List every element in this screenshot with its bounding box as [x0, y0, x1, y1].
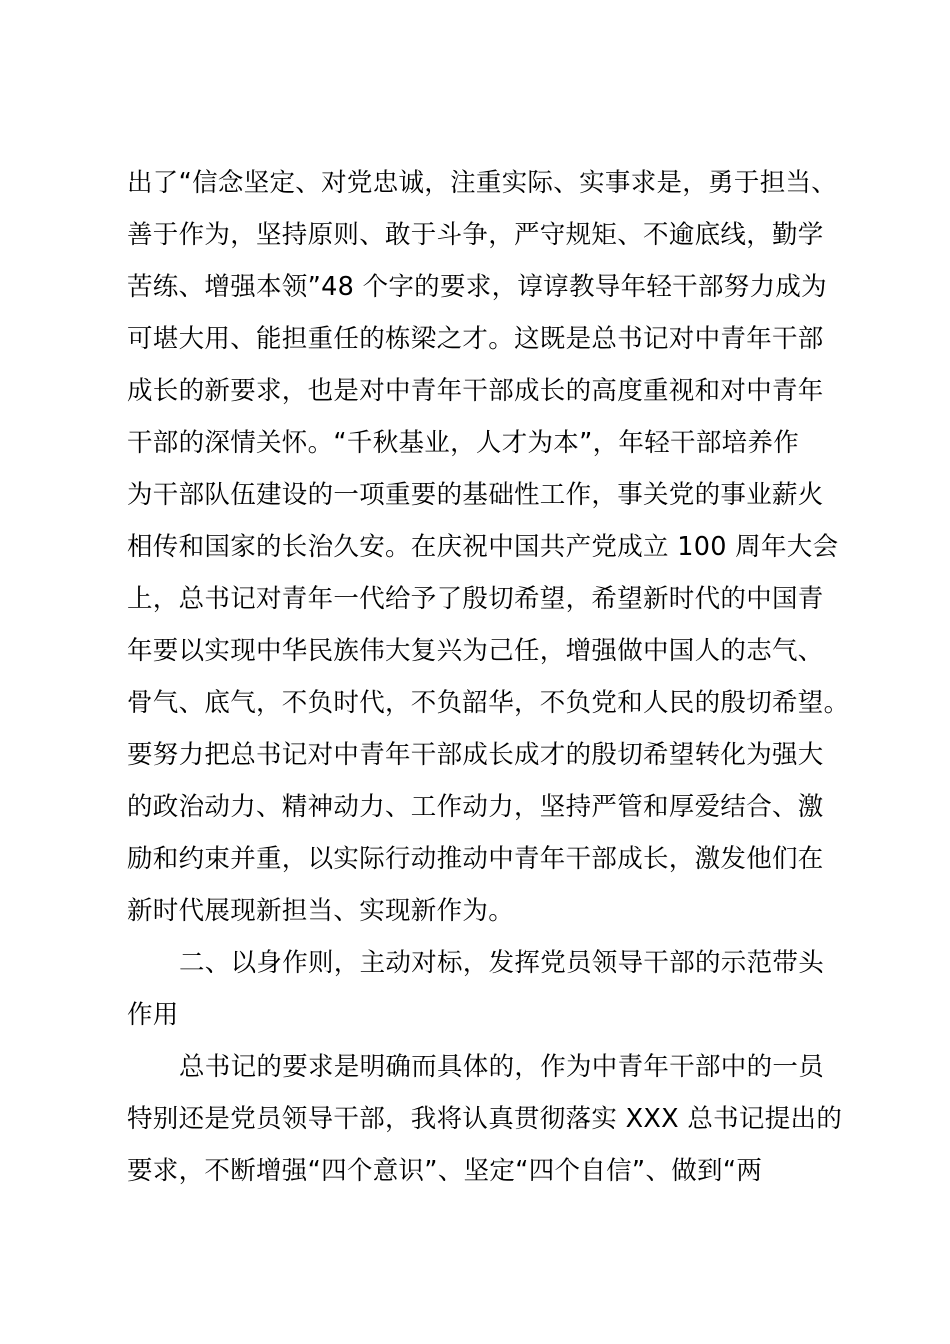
paragraph-line: 要努力把总书记对中青年干部成长成才的殷切希望转化为强大: [127, 740, 824, 770]
paragraph-line: 相传和国家的长治久安。在庆祝中国共产党成立 100 周年大会: [127, 532, 839, 562]
paragraph-line: 为干部队伍建设的一项重要的基础性工作，事关党的事业薪火: [127, 480, 824, 510]
paragraph-line: 苦练、增强本领”48 个字的要求，谆谆教导年轻干部努力成为: [127, 272, 827, 302]
paragraph-line: 的政治动力、精神动力、工作动力，坚持严管和厚爱结合、激: [127, 792, 824, 822]
paragraph-line: 出了“信念坚定、对党忠诚，注重实际、实事求是，勇于担当、: [127, 168, 838, 198]
paragraph-line: 励和约束并重，以实际行动推动中青年干部成长，激发他们在: [127, 844, 824, 874]
document-body: [127, 157, 850, 1197]
paragraph-line: 骨气、底气，不负时代，不负韶华，不负党和人民的殷切希望。: [127, 688, 850, 718]
paragraph-line: 可堪大用、能担重任的栋梁之才。这既是总书记对中青年干部: [127, 324, 824, 354]
paragraph-line: 要求，不断增强“四个意识”、坚定“四个自信”、做到“两: [127, 1156, 763, 1186]
section-heading-line: 作用: [127, 1000, 179, 1030]
paragraph-line: 干部的深情关怀。“千秋基业，人才为本”，年轻干部培养作: [127, 428, 800, 458]
paragraph-line: 特别还是党员领导干部，我将认真贯彻落实 XXX 总书记提出的: [127, 1104, 843, 1134]
paragraph-line: 总书记的要求是明确而具体的，作为中青年干部中的一员: [179, 1052, 825, 1082]
paragraph-line: 善于作为，坚持原则、敢于斗争，严守规矩、不逾底线，勤学: [127, 220, 824, 250]
paragraph-line: 上，总书记对青年一代给予了殷切希望，希望新时代的中国青: [127, 584, 824, 614]
paragraph-line: 年要以实现中华民族伟大复兴为己任，增强做中国人的志气、: [127, 636, 824, 666]
paragraph-line: 新时代展现新担当、实现新作为。: [127, 896, 515, 926]
section-heading-line: 二、以身作则，主动对标，发挥党员领导干部的示范带头: [179, 948, 825, 978]
paragraph-line: 成长的新要求，也是对中青年干部成长的高度重视和对中青年: [127, 376, 824, 406]
